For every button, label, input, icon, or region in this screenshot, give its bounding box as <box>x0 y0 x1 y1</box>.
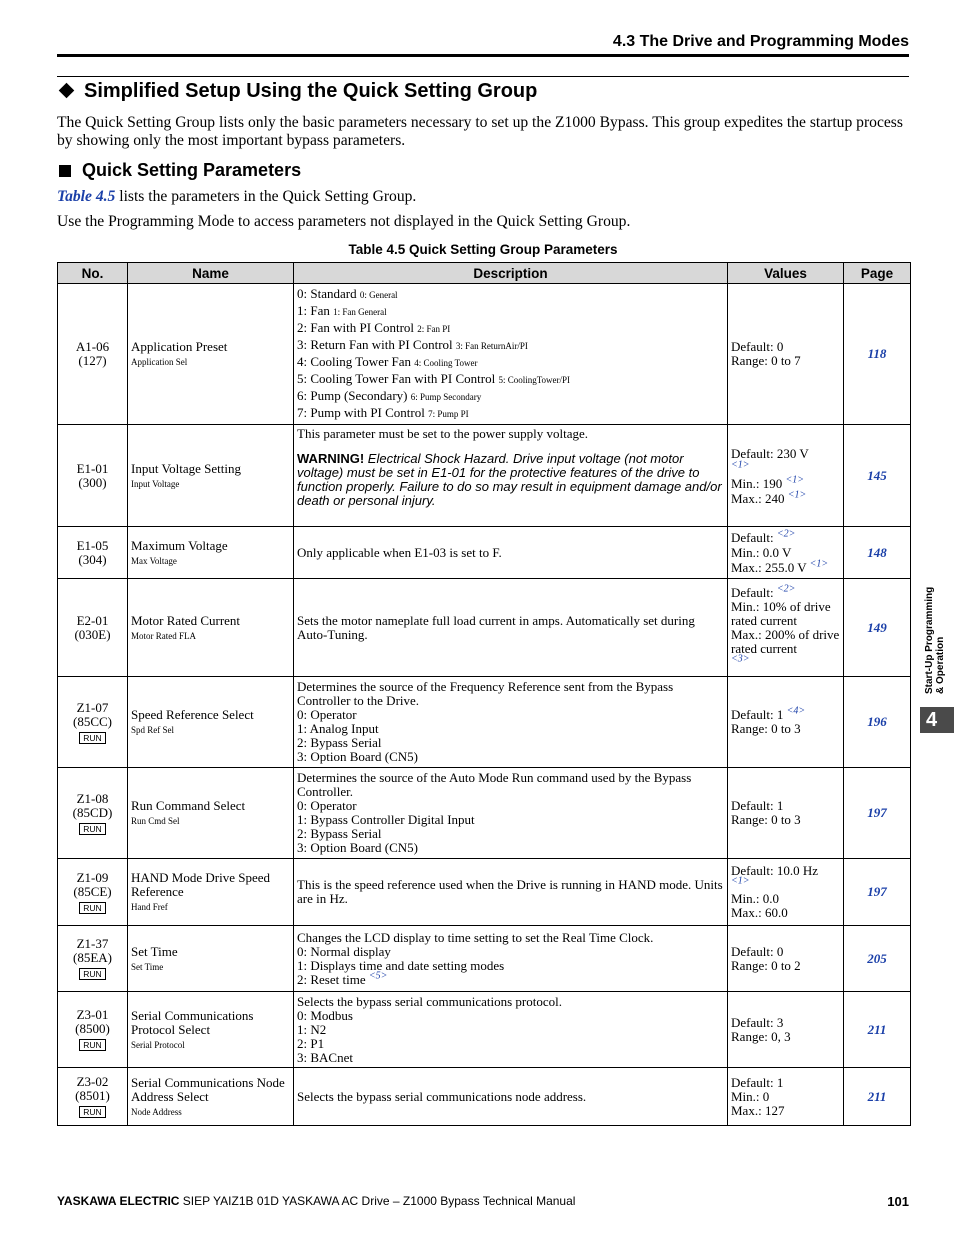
col-header-description: Description <box>294 263 728 284</box>
footnote-ref[interactable]: <2> <box>776 528 796 540</box>
col-header-values: Values <box>728 263 844 284</box>
warning-text: WARNING! Electrical Shock Hazard. Drive input voltage (not motor voltage) must be set in E1-01 for the protective features of the drive to function properly. Failure to do so may result in equipment damage and/or death or personal injury. <box>297 451 722 508</box>
header-rule <box>57 54 909 57</box>
diamond-bullet-icon <box>59 83 75 99</box>
footnote-ref[interactable]: <4> <box>786 705 806 717</box>
param-description-cell: Determines the source of the Frequency Reference sent from the Bypass Controller to the Drive. 0: Operator 1: Analog Input 2: Bypass Serial 3: Option Board (CN5) <box>294 677 728 768</box>
param-name-cell: Input Voltage Setting Input Voltage <box>128 425 294 527</box>
page-link[interactable]: 211 <box>844 992 911 1068</box>
option-line: 4: Cooling Tower Fan 4: Cooling Tower <box>297 354 478 369</box>
param-name-cell: Maximum Voltage Max Voltage <box>128 527 294 579</box>
option-line: 1: Fan 1: Fan General <box>297 303 387 318</box>
param-values-cell: Default: 1 $^{<4>}$ Range: 0 to 3 <box>728 677 844 768</box>
run-badge: RUN <box>79 968 105 980</box>
table-row <box>58 425 911 527</box>
option-line: 6: Pump (Secondary) 6: Pump Secondary <box>297 388 482 403</box>
param-no-cell: Z3-02 (8501) RUN <box>58 1068 128 1126</box>
param-no-cell: Z1-09 (85CE) RUN <box>58 859 128 926</box>
param-no-cell: Z1-08 (85CD) RUN <box>58 768 128 859</box>
header-thin-rule <box>57 76 909 77</box>
table-4-5-link[interactable]: Table 4.5 <box>57 188 116 205</box>
param-values-cell: Default: $^{<2>}$ Min.: 0.0 V Max.: 255.0 V $^{<1>}$ <box>728 527 844 579</box>
param-description-cell: Only applicable when E1-03 is set to F. <box>294 527 728 579</box>
footnote-ref[interactable]: <1> <box>785 474 805 486</box>
param-no-cell: E1-01 (300) <box>58 425 128 527</box>
run-badge: RUN <box>79 823 105 835</box>
option-line: 7: Pump with PI Control 7: Pump PI <box>297 405 469 420</box>
table-row <box>58 677 911 768</box>
param-values-cell: Default: 0 Range: 0 to 7 <box>728 284 844 425</box>
page-link[interactable]: 196 <box>844 677 911 768</box>
param-description-cell: Selects the bypass serial communications node address. <box>294 1068 728 1126</box>
footnote-ref[interactable]: <1> <box>787 489 807 501</box>
param-description-cell <box>294 425 728 527</box>
run-badge: RUN <box>79 1106 105 1118</box>
footnote-ref[interactable]: <5> <box>368 970 388 982</box>
page-link[interactable]: 205 <box>844 926 911 992</box>
table-row <box>58 527 911 579</box>
page-link[interactable]: 148 <box>844 527 911 579</box>
page-link[interactable]: 145 <box>844 425 911 527</box>
subsection-title <box>57 160 301 181</box>
page-link[interactable]: 118 <box>844 284 911 425</box>
table-caption: Table 4.5 Quick Setting Group Parameters <box>348 242 618 257</box>
param-name-cell: Run Command Select Run Cmd Sel <box>128 768 294 859</box>
param-description-cell: Sets the motor nameplate full load current in amps. Automatically set during Auto-Tuning. <box>294 579 728 677</box>
run-badge: RUN <box>79 1039 105 1051</box>
param-values-cell: Default: 3 Range: 0, 3 <box>728 992 844 1068</box>
table-row <box>58 579 911 677</box>
option-line: 2: Fan with PI Control 2: Fan PI <box>297 320 451 335</box>
param-name-cell: Serial Communications Protocol Select Serial Protocol <box>128 992 294 1068</box>
quick-setting-parameters-table <box>57 262 911 1126</box>
description-text: This parameter must be set to the power supply voltage. <box>297 426 588 441</box>
page-link[interactable]: 149 <box>844 579 911 677</box>
table-row <box>58 859 911 926</box>
option-line: 5: Cooling Tower Fan with PI Control 5: CoolingTower/PI <box>297 371 571 386</box>
table-reference-paragraph <box>57 188 416 206</box>
param-description-cell: This is the speed reference used when the Drive is running in HAND mode. Units are in Hz. <box>294 859 728 926</box>
page-link[interactable]: 211 <box>844 1068 911 1126</box>
col-header-name: Name <box>128 263 294 284</box>
chapter-side-label: Start-Up Programming & Operation <box>924 586 946 694</box>
param-name-cell: Serial Communications Node Address Select Node Address <box>128 1068 294 1126</box>
run-badge: RUN <box>79 732 105 744</box>
param-values-cell: Default: 1 Range: 0 to 3 <box>728 768 844 859</box>
table-row <box>58 926 911 992</box>
param-values-cell: Default: $^{<2>}$ Min.: 10% of drive rated current Max.: 200% of drive rated current $^{<3>}$ <box>728 579 844 677</box>
param-name-cell: Motor Rated Current Motor Rated FLA <box>128 579 294 677</box>
footnote-ref[interactable]: <2> <box>776 583 796 595</box>
option-line: 0: Standard 0: General <box>297 286 398 301</box>
param-name-cell: HAND Mode Drive Speed Reference Hand Fref <box>128 859 294 926</box>
param-description-cell: Changes the LCD display to time setting to set the Real Time Clock. 0: Normal display 1: Displays time and date setting modes 2: Reset time $^{<5>}$ <box>294 926 728 992</box>
param-description-cell: Selects the bypass serial communications protocol. 0: Modbus 1: N2 2: P1 3: BACnet <box>294 992 728 1068</box>
page-link[interactable]: 197 <box>844 859 911 926</box>
section-title-text: Simplified Setup Using the Quick Setting Group <box>84 80 538 102</box>
intro-paragraph: The Quick Setting Group lists only the basic parameters necessary to set up the Z1000 Bypass. This group expedites the startup process by showing only the most important bypass parameters. <box>57 114 903 149</box>
param-values-cell: Default: 0 Range: 0 to 2 <box>728 926 844 992</box>
param-name-cell: Application Preset Application Sel <box>128 284 294 425</box>
footnote-ref[interactable]: <3> <box>731 653 750 665</box>
footnote-ref[interactable]: <1> <box>731 459 750 471</box>
param-values-cell: Default: 230 V $^{<1>}$ Min.: 190 $^{<1>}$ Max.: 240 $^{<1>}$ <box>728 425 844 527</box>
page-number: 101 <box>887 1194 909 1209</box>
param-name-cell: Set Time Set Time <box>128 926 294 992</box>
col-header-page: Page <box>844 263 911 284</box>
paragraph-text: lists the parameters in the Quick Setting Group. <box>115 188 417 205</box>
param-description-cell <box>294 284 728 425</box>
page-footer <box>57 1194 575 1208</box>
param-values-cell: Default: 10.0 Hz $^{<1>}$ Min.: 0.0 Max.: 60.0 <box>728 859 844 926</box>
param-no-cell: E1-05 (304) <box>58 527 128 579</box>
param-no-cell: A1-06 (127) <box>58 284 128 425</box>
param-no-cell: Z1-07 (85CC) RUN <box>58 677 128 768</box>
footer-text: SIEP YAIZ1B 01D YASKAWA AC Drive – Z1000 Bypass Technical Manual <box>179 1194 576 1208</box>
table-header-row <box>58 263 911 284</box>
table-row <box>58 1068 911 1126</box>
chapter-number-tab[interactable]: 4 <box>920 707 954 733</box>
table-row <box>58 992 911 1068</box>
param-no-cell: Z3-01 (8500) RUN <box>58 992 128 1068</box>
footnote-ref[interactable]: <1> <box>731 875 750 887</box>
option-line: 3: Return Fan with PI Control 3: Fan ReturnAir/PI <box>297 337 528 352</box>
footnote-ref[interactable]: <1> <box>809 558 829 570</box>
section-title <box>57 80 537 103</box>
param-no-cell: Z1-37 (85EA) RUN <box>58 926 128 992</box>
col-header-no: No. <box>58 263 128 284</box>
footer-brand: YASKAWA ELECTRIC <box>57 1194 180 1208</box>
subsection-title-text: Quick Setting Parameters <box>82 160 302 180</box>
param-values-cell: Default: 1 Min.: 0 Max.: 127 <box>728 1068 844 1126</box>
running-header: 4.3 The Drive and Programming Modes <box>612 33 909 50</box>
square-bullet-icon <box>59 165 71 177</box>
param-no-cell: E2-01 (030E) <box>58 579 128 677</box>
page-link[interactable]: 197 <box>844 768 911 859</box>
programming-mode-paragraph: Use the Programming Mode to access parameters not displayed in the Quick Setting Group. <box>57 213 631 230</box>
table-row <box>58 284 911 425</box>
table-row <box>58 768 911 859</box>
param-description-cell: Determines the source of the Auto Mode Run command used by the Bypass Controller. 0: Operator 1: Bypass Controller Digital Input 2: Bypass Serial 3: Option Board (CN5) <box>294 768 728 859</box>
run-badge: RUN <box>79 902 105 914</box>
param-name-cell: Speed Reference Select Spd Ref Sel <box>128 677 294 768</box>
